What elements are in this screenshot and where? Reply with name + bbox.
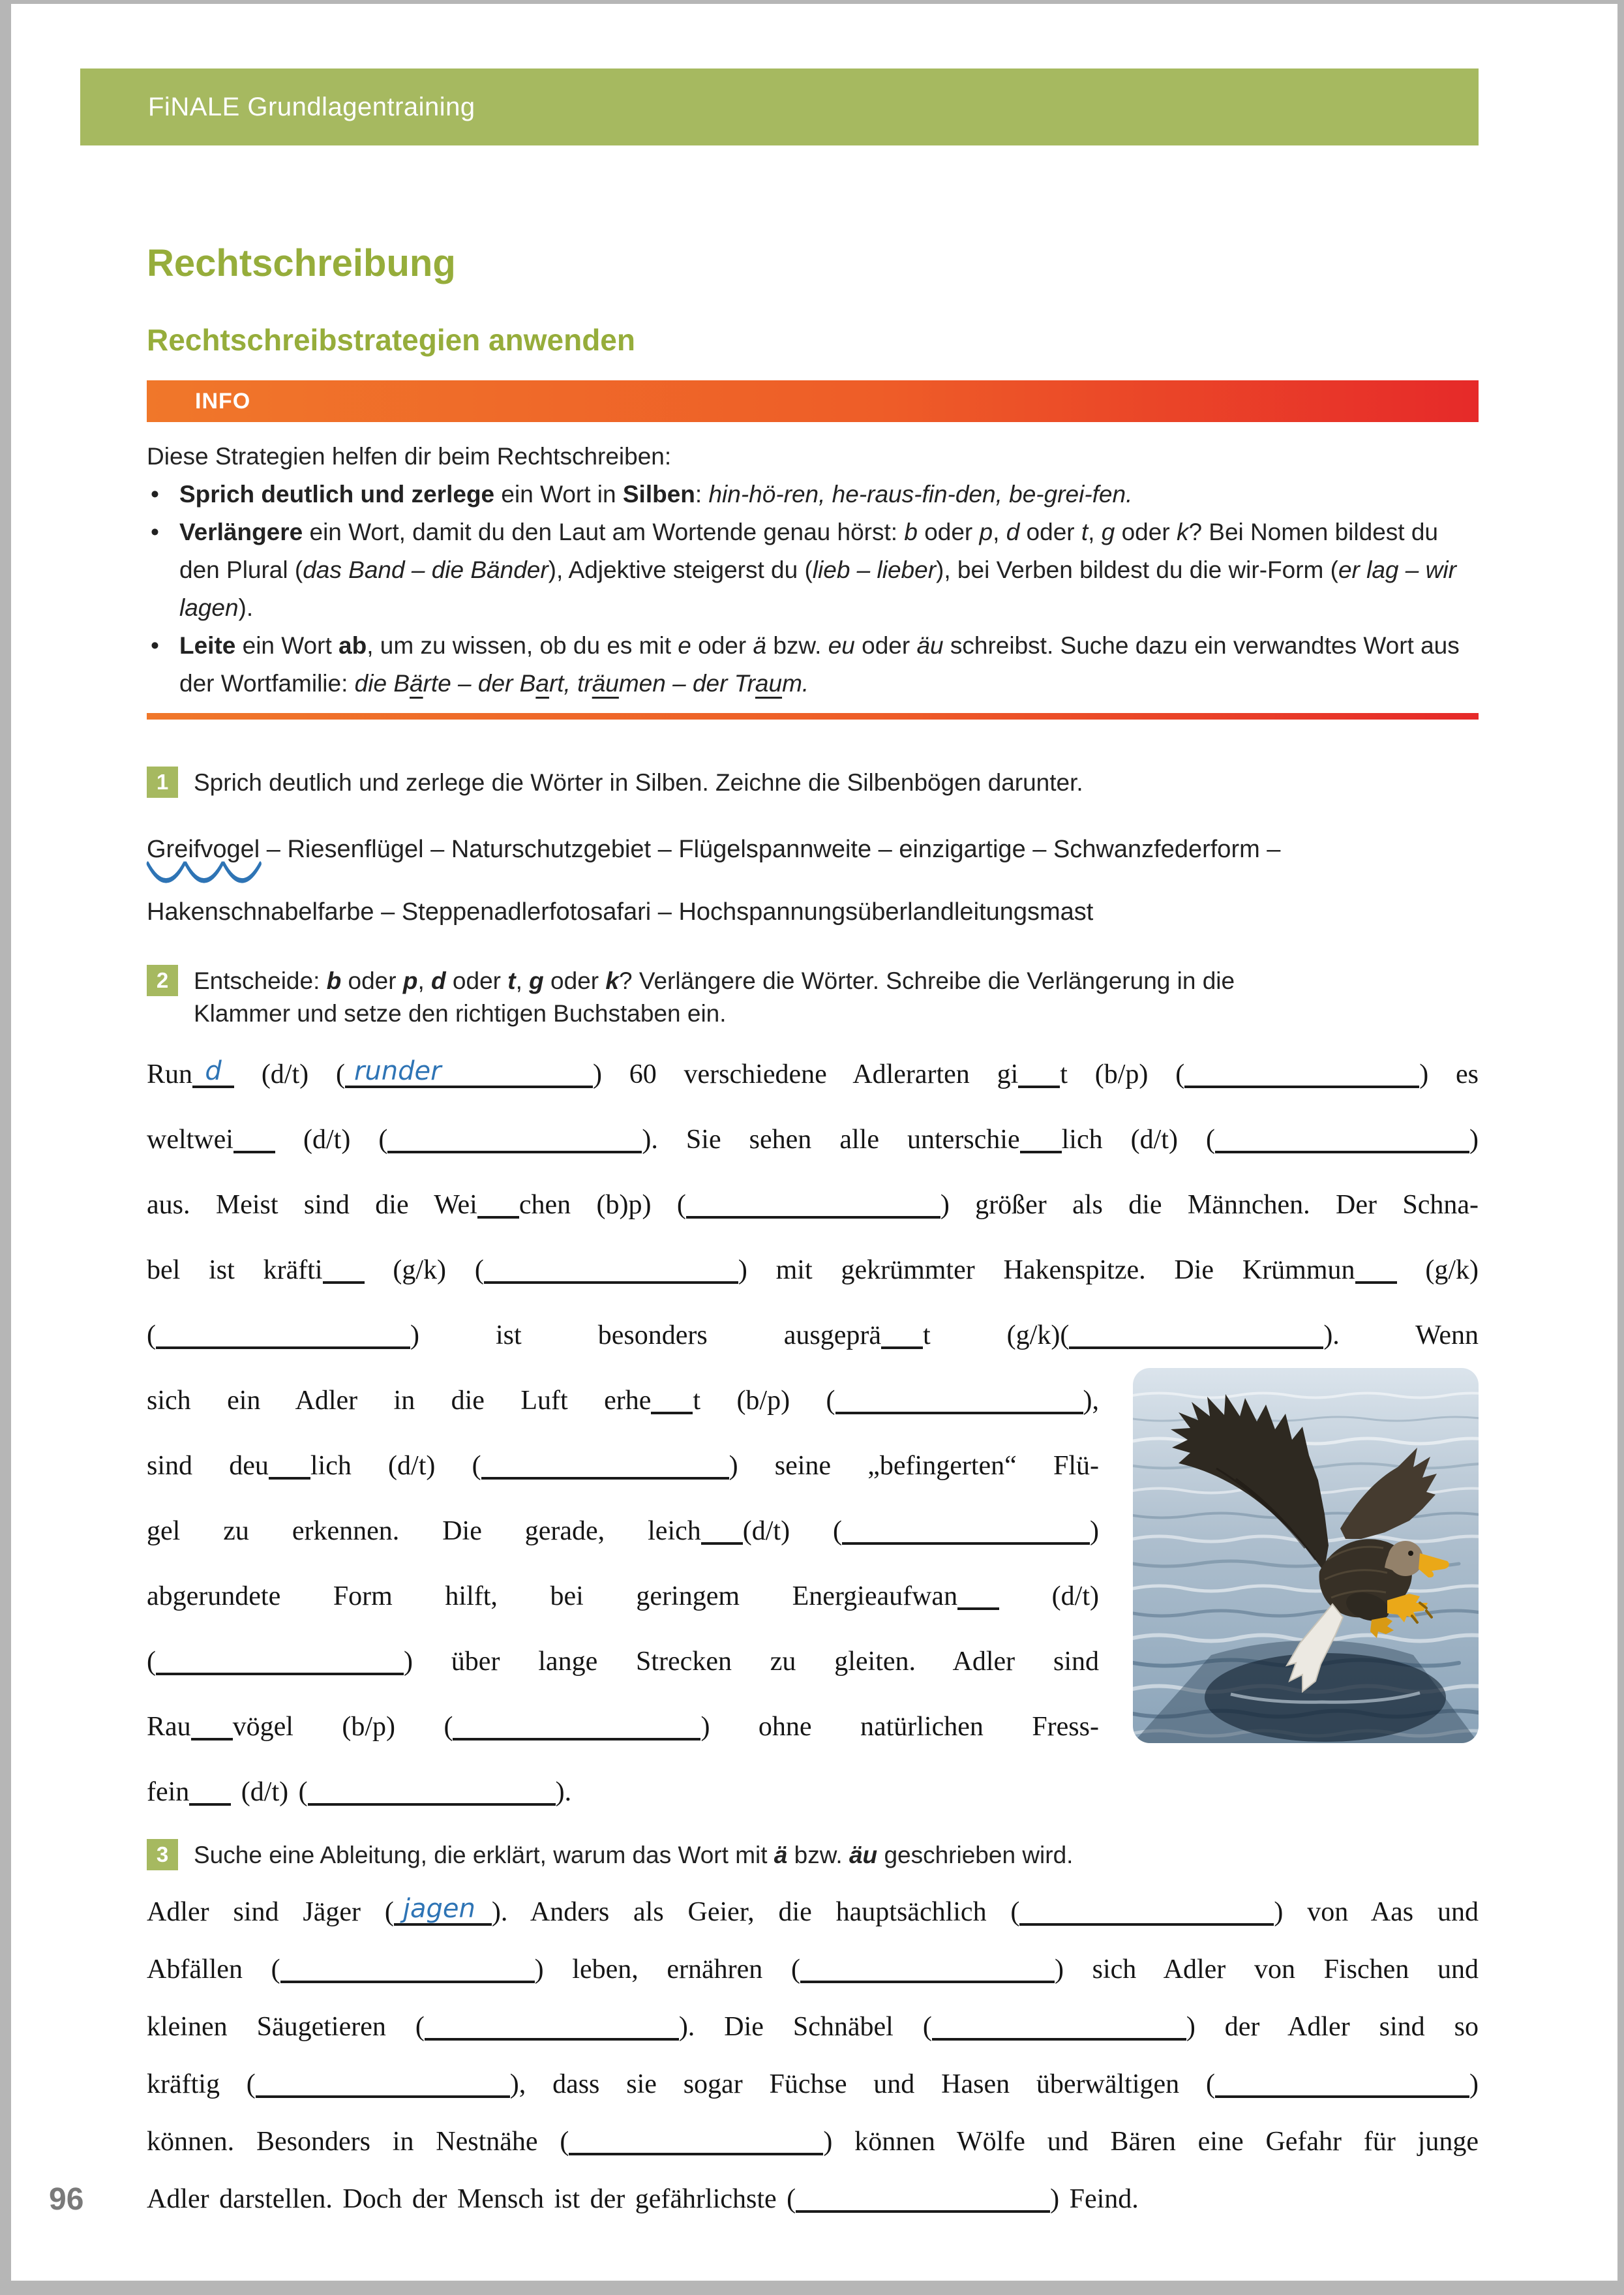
text-run: ) 60 verschiedene Adlerarten gi — [592, 1059, 1019, 1089]
text-run: t — [1081, 519, 1089, 545]
text-run: Leite — [179, 632, 236, 659]
answer-blank — [1184, 1061, 1419, 1088]
text-run: Rau — [147, 1712, 191, 1742]
letter-gap — [269, 1452, 310, 1480]
text-run: b — [904, 519, 918, 545]
text-run: fein — [147, 1777, 190, 1807]
text-run: oder — [854, 632, 917, 659]
fill-in-paragraph — [147, 1042, 1479, 1825]
text-run: , um zu wissen, ob du es mit — [367, 632, 678, 659]
text-run: (g/k) — [1396, 1255, 1479, 1285]
text-run: ( — [147, 1647, 156, 1677]
text-line — [147, 1998, 1479, 2056]
text-line — [147, 1433, 1099, 1498]
text-column — [147, 1368, 1099, 1825]
text-line — [147, 2170, 1479, 2228]
text-run: Adler sind Jäger ( — [147, 1897, 394, 1927]
text-line — [147, 1629, 1099, 1694]
text-run: ) seine „befingerten“ Flü- — [729, 1451, 1099, 1481]
text-line — [147, 1941, 1479, 1998]
info-bullet — [147, 627, 1479, 703]
brand-title: FiNALE Grundlagentraining — [148, 92, 475, 121]
answer-blank — [796, 2185, 1050, 2213]
answer-blank — [425, 2013, 679, 2041]
text-run: Entscheide: — [194, 967, 327, 994]
text-line — [147, 1564, 1099, 1629]
text-run: , — [515, 967, 530, 994]
fill-in-paragraph — [147, 1883, 1479, 2228]
text-run: (g/k) ( — [364, 1255, 484, 1285]
text-run: ? Bei Nomen bildest du den Plural ( — [179, 519, 1438, 583]
word-list-line: Hakenschnabelfarbe – Steppenadlerfotosafari – Hochspannungsüberlandleitungsmast — [147, 898, 1094, 926]
answer-blank — [453, 1713, 700, 1740]
bullet-text — [179, 476, 1479, 513]
text-run: sich ein Adler in die Luft erhe — [147, 1386, 652, 1416]
letter-gap — [477, 1191, 519, 1219]
letter-gap — [189, 1778, 231, 1806]
text-run: a — [535, 670, 549, 697]
text-run: oder — [1019, 519, 1081, 545]
handwritten-answer: d — [205, 1056, 222, 1086]
letter-gap — [957, 1583, 999, 1610]
text-run: ) mit gekrümmter Hakenspitze. Die Krümmun — [738, 1255, 1355, 1285]
eagle-photo — [1133, 1368, 1479, 1743]
text-run: men – der Tr — [618, 670, 755, 697]
answer-blank — [1069, 1322, 1323, 1349]
text-run: ). Sie sehen alle unterschie — [642, 1125, 1020, 1155]
text-run: ä — [410, 670, 423, 697]
text-run: die B — [354, 670, 410, 697]
word-list-line — [147, 834, 1479, 864]
info-label: INFO — [195, 388, 251, 414]
exercise-number-badge: 1 — [147, 767, 178, 798]
text-run: weltwei — [147, 1125, 233, 1155]
text-run: m. — [782, 670, 809, 697]
letter-gap — [1018, 1061, 1060, 1088]
text-run: ein Wort, damit du den Laut am Wortende genau hörst: — [303, 519, 905, 545]
text-run: , — [417, 967, 432, 994]
info-bullet — [147, 476, 1479, 513]
text-run: Abfällen ( — [147, 1954, 280, 1984]
text-run: ) über lange Strecken zu gleiten. Adler sind — [404, 1647, 1099, 1677]
text-run: kleinen Säugetieren ( — [147, 2012, 425, 2042]
text-run: bzw. — [787, 1842, 849, 1868]
text-run: ein Wort — [235, 632, 339, 659]
text-run: ), Adjektive steigerst du ( — [548, 556, 813, 583]
text-run: – Riesenflügel – Naturschutzgebiet – Flügelspannweite – einzigartige – Schwanzfederform – — [260, 836, 1281, 863]
text-run: lich (d/t) ( — [1061, 1125, 1216, 1155]
text-run: ) — [1469, 1125, 1479, 1155]
answer-blank — [842, 1517, 1090, 1545]
text-run: äu — [592, 670, 619, 697]
answer-blank — [345, 1056, 593, 1088]
answer-blank — [280, 1956, 535, 1983]
text-run: gel zu erkennen. Die gerade, leich — [147, 1516, 701, 1546]
text-run: ) ist besonders ausgeprä — [410, 1320, 881, 1350]
text-run: ) ohne natürlichen Fress- — [700, 1712, 1099, 1742]
text-run: ) Feind. — [1050, 2184, 1139, 2214]
bullet-dot: • — [151, 632, 159, 659]
instruction-line — [194, 997, 1235, 1030]
text-run: Greifvogel — [147, 836, 260, 863]
info-banner — [147, 380, 1479, 422]
exercise-number-badge: 3 — [147, 1839, 178, 1870]
text-run: ). Die Schnäbel ( — [678, 2012, 932, 2042]
text-run: Silben — [622, 481, 695, 508]
exercise-number-badge: 2 — [147, 965, 178, 996]
info-intro: Diese Strategien helfen dir beim Rechtschreiben: — [147, 443, 672, 470]
text-run: ä — [774, 1842, 788, 1868]
text-run: oder — [543, 967, 606, 994]
text-line — [147, 1694, 1099, 1759]
bullet-dot: • — [151, 519, 159, 545]
text-run: b — [326, 967, 342, 994]
text-run: ab — [338, 632, 367, 659]
text-run: das Band – die Bänder — [303, 556, 549, 583]
text-run: abgerundete Form hilft, bei geringem Energieaufwan — [147, 1581, 958, 1611]
text-run: ). — [238, 594, 254, 621]
answer-blank — [686, 1191, 940, 1219]
answer-blank — [156, 1322, 410, 1349]
letter-gap — [233, 1126, 275, 1153]
chapter-title: Rechtschreibung — [147, 242, 456, 284]
text-run: ), bei Verben bildest du die wir-Form ( — [936, 556, 1338, 583]
bullet-text — [179, 513, 1479, 627]
text-run: ) von Aas und — [1274, 1897, 1479, 1927]
section-divider — [147, 713, 1479, 720]
text-line — [147, 1238, 1479, 1303]
text-run: ). — [555, 1777, 572, 1807]
text-run: au — [755, 670, 783, 697]
text-line — [147, 2056, 1479, 2113]
letter-gap — [881, 1322, 923, 1349]
text-line — [147, 1883, 1479, 1941]
answer-blank — [156, 1648, 404, 1675]
text-run: Suche eine Ableitung, die erklärt, warum das Wort mit — [194, 1842, 774, 1868]
text-run: hin-hö-ren, he-raus-fin-den, be-grei-fen. — [708, 481, 1133, 508]
text-run: e — [678, 632, 691, 659]
text-run: oder — [1115, 519, 1177, 545]
text-run: t — [507, 967, 516, 994]
text-run: t (b/p) ( — [1060, 1059, 1185, 1089]
text-with-photo — [147, 1368, 1479, 1825]
text-run: (d/t) ( — [742, 1516, 843, 1546]
answer-blank — [569, 2128, 823, 2155]
text-line — [147, 1498, 1099, 1564]
text-run: p — [402, 967, 418, 994]
text-run: Adler darstellen. Doch der Mensch ist der gefährlichste ( — [147, 2184, 796, 2214]
answer-blank — [1019, 1898, 1274, 1926]
text-run: (d/t) — [999, 1581, 1099, 1611]
brand-header-bar — [80, 68, 1479, 145]
syllable-arcs-icon — [145, 860, 262, 888]
text-run: kräftig ( — [147, 2069, 256, 2099]
text-run: bel ist kräfti — [147, 1255, 323, 1285]
text-run: Klammer und setze den richtigen Buchstaben ein. — [194, 1000, 727, 1027]
text-run: vögel (b/p) ( — [232, 1712, 453, 1742]
exercise-1-header — [147, 767, 1479, 799]
text-run: können. Besonders in Nestnähe ( — [147, 2127, 569, 2157]
letter-gap — [1355, 1256, 1397, 1284]
text-run: ) leben, ernähren ( — [534, 1954, 800, 1984]
text-run: äu — [849, 1842, 878, 1868]
text-run: : — [695, 481, 709, 508]
letter-gap — [191, 1713, 233, 1740]
text-run: geschrieben wird. — [877, 1842, 1074, 1868]
text-run: , — [993, 519, 1006, 545]
text-run: ) sich Adler von Fischen und — [1054, 1954, 1479, 1984]
text-run: rte – der B — [423, 670, 536, 697]
text-run: ? Verlängere die Wörter. Schreibe die Verlängerung in die — [618, 967, 1235, 994]
eagle-illustration — [1133, 1368, 1479, 1743]
info-bullet — [147, 513, 1479, 627]
answer-blank — [256, 2071, 510, 2098]
handwritten-answer: runder — [353, 1056, 442, 1086]
text-run: sind deu — [147, 1451, 269, 1481]
paper-sheet — [11, 4, 1617, 2281]
exercise-instruction — [194, 1839, 1073, 1872]
letter-gap — [323, 1256, 365, 1284]
letter-gap — [651, 1387, 693, 1414]
text-run: lich (d/t) ( — [310, 1451, 481, 1481]
text-line — [147, 1107, 1479, 1172]
text-run: bzw. — [766, 632, 828, 659]
text-line — [147, 1303, 1479, 1368]
section-title: Rechtschreibstrategien anwenden — [147, 323, 635, 357]
exercise-3-header — [147, 1839, 1479, 1872]
exercise-instruction — [194, 965, 1235, 1030]
text-run: oder — [445, 967, 508, 994]
answer-blank — [800, 1956, 1055, 1983]
text-run: k — [1176, 519, 1189, 545]
text-run: ein Wort in — [494, 481, 623, 508]
text-run: ), dass sie sogar Füchse und Hasen überwältigen ( — [509, 2069, 1215, 2099]
text-run: Run — [147, 1059, 193, 1089]
text-run: t (g/k)( — [922, 1320, 1070, 1350]
answer-blank — [1215, 1126, 1469, 1153]
instruction-line — [194, 965, 1235, 997]
letter-gap — [701, 1517, 743, 1545]
text-line — [147, 1042, 1479, 1107]
answer-blank — [835, 1387, 1083, 1414]
text-run: k — [605, 967, 619, 994]
text-run: g — [529, 967, 544, 994]
text-run: d — [1006, 519, 1020, 545]
text-run: t (b/p) ( — [693, 1386, 835, 1416]
text-run: oder — [917, 519, 980, 545]
text-run: eu — [828, 632, 855, 659]
text-run: rt, tr — [549, 670, 592, 697]
text-run: d — [431, 967, 446, 994]
exercise-instruction: Sprich deutlich und zerlege die Wörter in Silben. Zeichne die Silbenbögen darunter. — [194, 769, 1083, 796]
answer-blank — [484, 1256, 738, 1284]
answer-blank — [1215, 2071, 1469, 2098]
text-line — [147, 1368, 1099, 1433]
text-run: ), — [1083, 1386, 1099, 1416]
text-run: ) — [1090, 1516, 1099, 1546]
text-run: (d/t) ( — [275, 1125, 388, 1155]
text-run: Verlängere — [179, 519, 303, 545]
text-run: ) — [1469, 2069, 1479, 2099]
text-run: , — [1088, 519, 1102, 545]
text-run: ) größer als die Männchen. Der Schna- — [940, 1190, 1479, 1220]
bullet-text — [179, 627, 1479, 703]
text-run: schreibst. Suche dazu ein verwandtes Wort aus der Wortfamilie: — [179, 632, 1460, 697]
text-run: ) können Wölfe und Bären eine Gefahr für junge — [823, 2127, 1479, 2157]
text-run: g — [1101, 519, 1115, 545]
answer-blank — [387, 1126, 642, 1153]
text-run: ( — [147, 1320, 156, 1350]
text-run: p — [979, 519, 993, 545]
answer-blank — [481, 1452, 729, 1480]
page-content — [147, 243, 1479, 2228]
exercise-2-header — [147, 965, 1479, 1030]
handwritten-answer: jagen — [402, 1894, 475, 1924]
text-run: ) der Adler sind so — [1186, 2012, 1479, 2042]
answer-blank — [932, 2013, 1186, 2041]
text-run: aus. Meist sind die Wei — [147, 1190, 477, 1220]
text-line — [147, 1759, 1099, 1825]
text-run: (d/t) ( — [234, 1059, 345, 1089]
text-run: oder — [341, 967, 403, 994]
letter-gap — [192, 1056, 234, 1088]
answer-blank — [308, 1778, 556, 1806]
text-run: (d/t) ( — [231, 1777, 308, 1807]
text-run: chen (b)p) ( — [519, 1190, 686, 1220]
word-with-syllable-arcs — [147, 834, 260, 864]
text-run: ) es — [1419, 1059, 1479, 1089]
text-line — [147, 1172, 1479, 1238]
text-run: Sprich deutlich und zerlege — [179, 481, 495, 508]
bullet-dot: • — [151, 481, 159, 508]
text-run: lieb – lieber — [812, 556, 937, 583]
text-run: ). Anders als Geier, die hauptsächlich ( — [491, 1897, 1020, 1927]
text-run: ä — [753, 632, 767, 659]
page-number: 96 — [49, 2182, 84, 2217]
answer-blank — [394, 1894, 492, 1926]
text-line — [147, 2113, 1479, 2170]
text-run: oder — [691, 632, 753, 659]
text-run: ). Wenn — [1323, 1320, 1479, 1350]
text-run: äu — [916, 632, 944, 659]
text-run: er lag – wir lagen — [179, 556, 1456, 621]
letter-gap — [1020, 1126, 1062, 1153]
